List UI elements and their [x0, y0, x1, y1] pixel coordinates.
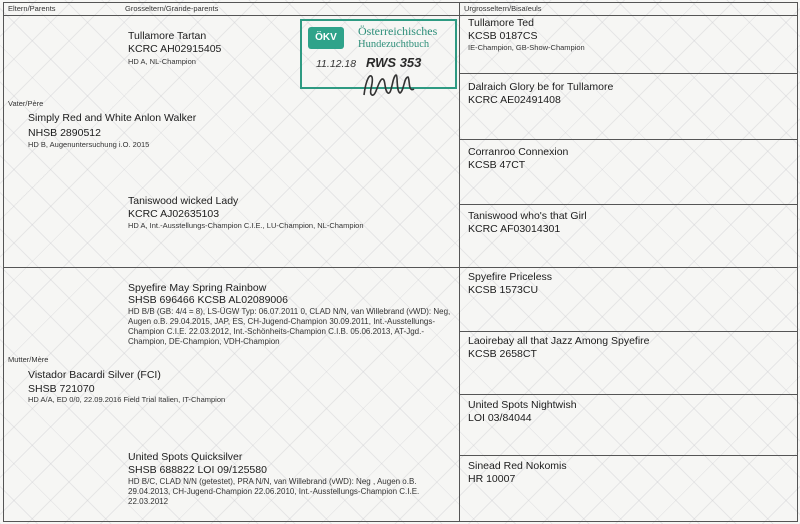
- great-grandparent-name: Laoirebay all that Jazz Among Spyefire: [468, 335, 650, 347]
- great-grandparent-registration: KCSB 1573CU: [468, 284, 539, 296]
- great-grandparent-registration: KCSB 47CT: [468, 159, 526, 171]
- grandparent-info: HD B/C, CLAD N/N (getestet), PRA N/N, van Willebrand (vWD): Neg , Augen o.B. 29.04.2013, CH-Jugend-Champion 22.06.2010, Int.-Ausstellungs-Champion C.I.E. 22.03.2012: [128, 477, 420, 506]
- great-grandparent-registration: KCSB 0187CS: [468, 30, 538, 42]
- dam-registration: SHSB 721070: [28, 383, 95, 395]
- grandparent-name: Spyefire May Spring Rainbow: [128, 282, 267, 294]
- header-great-grandparents: Urgrosseltern/Bisaïeuls: [464, 4, 542, 13]
- great-grandparent-name: Tullamore Ted: [468, 17, 534, 29]
- stamp-number: RWS 353: [366, 55, 422, 70]
- handwritten-signature: [360, 69, 420, 101]
- great-grandparent-name: United Spots Nightwish: [468, 399, 577, 411]
- parent-divider: [4, 267, 797, 268]
- stamp-date: 11.12.18: [316, 58, 357, 70]
- great-grandparent-name: Dalraich Glory be for Tullamore: [468, 81, 614, 93]
- great-grandparent-registration: KCSB 2658CT: [468, 348, 537, 360]
- great-grandparent-registration: HR 10007: [468, 473, 516, 485]
- great-grandparent-registration: LOI 03/84044: [468, 412, 532, 424]
- stamp-line-1: Österreichisches: [358, 24, 438, 38]
- sire-info: HD B, Augenuntersuchung i.O. 2015: [28, 140, 150, 149]
- great-grandparent-registration: KCRC AF03014301: [468, 223, 561, 235]
- great-grandparent-name: Corranroo Connexion: [468, 146, 569, 158]
- grandparent-name: Tullamore Tartan: [128, 30, 207, 42]
- row-divider: [459, 73, 797, 74]
- row-divider: [459, 331, 797, 332]
- sire-registration: NHSB 2890512: [28, 127, 101, 139]
- dam-info: HD A/A, ED 0/0, 22.09.2016 Field Trial Italien, IT-Champion: [28, 395, 226, 404]
- great-grandparent-registration: KCRC AE02491408: [468, 94, 561, 106]
- grandparent-name: United Spots Quicksilver: [128, 451, 243, 463]
- row-divider: [459, 455, 797, 456]
- row-divider: [459, 204, 797, 205]
- grandparent-info: HD B/B (GB: 4/4 = 8), LS-ÜGW Typ: 06.07.2011 0, CLAD N/N, van Willebrand (vWD): Neg, Augen o.B. 29.04.2015, JAP, ES, CH-Jugend-Champion 30.09.2011, Int.-Ausstellungs-Champion C.I.E. 22.03.2012, Int.-Schönheits-Champion C.I.B. 05.06.2013, AT-Jgd.-Champion, DE-Champion, VDH-Champion: [128, 307, 451, 346]
- great-grandparent-info: IE-Champion, GB-Show-Champion: [468, 43, 585, 52]
- grandparent-registration: SHSB 696466 KCSB AL02089006: [128, 294, 288, 306]
- stamp-line-2: Hundezuchtbuch: [358, 39, 430, 50]
- oekv-logo: ÖKV: [308, 27, 344, 49]
- header-grandparents: Grosseltern/Grande-parents: [125, 4, 219, 13]
- row-divider: [459, 139, 797, 140]
- great-grandparent-name: Taniswood who's that Girl: [468, 210, 587, 222]
- grandparent-name: Taniswood wicked Lady: [128, 195, 239, 207]
- header-parents: Eltern/Parents: [8, 4, 56, 13]
- sire-name: Simply Red and White Anlon Walker: [28, 112, 197, 124]
- great-grandparent-name: Spyefire Priceless: [468, 271, 553, 283]
- grandparent-info: HD A, Int.-Ausstellungs-Champion C.I.E., LU-Champion, NL-Champion: [128, 221, 364, 230]
- grandparent-registration: KCRC AH02915405: [128, 43, 222, 55]
- dam-role-label: Mutter/Mère: [8, 355, 49, 364]
- sire-role-label: Vater/Père: [8, 99, 44, 108]
- column-divider: [459, 3, 460, 521]
- grandparent-registration: KCRC AJ02635103: [128, 208, 220, 220]
- column-header-row: [4, 3, 797, 16]
- grandparent-registration: SHSB 688822 LOI 09/125580: [128, 464, 267, 476]
- pedigree-frame: [3, 2, 798, 522]
- great-grandparent-name: Sinead Red Nokomis: [468, 460, 567, 472]
- dam-name: Vistador Bacardi Silver (FCI): [28, 369, 161, 381]
- grandparent-info: HD A, NL-Champion: [128, 57, 196, 66]
- row-divider: [459, 394, 797, 395]
